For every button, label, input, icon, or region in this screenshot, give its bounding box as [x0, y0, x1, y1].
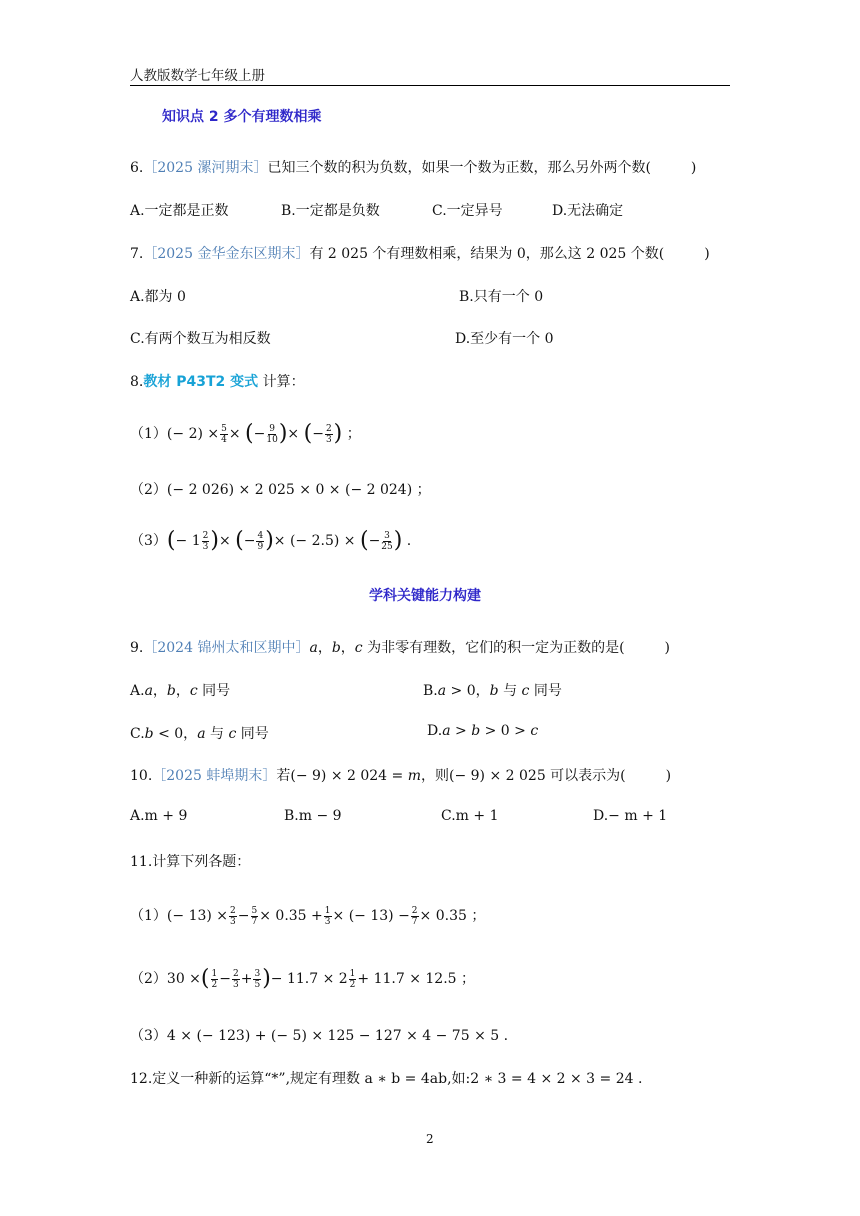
option-d: D.无法确定	[552, 203, 624, 219]
question-text: 定义一种新的运算“*”,规定有理数	[152, 1071, 365, 1087]
question-number: 11.	[130, 854, 153, 870]
option-d: D.− m + 1	[593, 808, 668, 824]
answer-paren-close: )	[664, 640, 671, 656]
section-title: 学科关键能力构建	[369, 588, 481, 604]
question-number: 8.	[130, 374, 144, 390]
option-a: A.一定都是正数	[130, 203, 229, 219]
option-d: D.至少有一个 0	[455, 331, 554, 347]
q11-item-1: （1）(− 13) × $\frac{2}{3}$ − $\frac{5}{7}$ × 0.35 + $\frac{1}{3}$ × (− 13) − $\frac{2}{7}$ × 0.35 ；	[130, 905, 486, 927]
option-d: D.a > b > 0 > c	[427, 723, 539, 739]
page-number: 2	[426, 1132, 434, 1146]
option-b: B.一定都是负数	[281, 203, 380, 219]
question-11	[130, 851, 250, 871]
q11-item-3: （3）4 × (− 123) + (− 5) × 125 − 127 × 4 − 75 × 5 .	[130, 1028, 509, 1044]
question-text: 为非零有理数，它们的积一定为正数的是(	[367, 640, 625, 656]
q11-item-2: （2）30 ×( $\frac{1}{2}$ − $\frac{2}{3}$ + $\frac{3}{5}$ )− 11.7 × 2 $\frac{1}{2}$ + 11.7 × 12.5 ；	[130, 966, 476, 991]
question-source: ［2025 漯河期末］	[143, 160, 268, 176]
question-number: 6.	[130, 160, 144, 176]
section-title: 知识点 2 多个有理数相乘	[162, 109, 322, 125]
option-a: A.m + 9	[130, 808, 188, 824]
question-text: 计算：	[258, 374, 305, 390]
option-b: B.a > 0，b 与 c 同号	[423, 683, 562, 699]
question-12: 12.定义一种新的运算“*”,规定有理数 a ∗ b = 4ab,如:2 ∗ 3 = 4 × 2 × 3 = 24 .	[130, 1071, 643, 1087]
question-number: 10.	[130, 768, 153, 784]
question-number: 9.	[130, 640, 144, 656]
question-8	[130, 371, 305, 391]
textbook-tag: 教材 P43T2 变式	[143, 374, 259, 390]
header-rule	[130, 85, 730, 86]
option-c: C.有两个数互为相反数	[130, 331, 271, 347]
option-a: A.a，b，c 同号	[130, 683, 231, 699]
q8-item-1: （1）(− 2) × $\frac{5}{4}$ × (− $\frac{9}{10}$ )× (− $\frac{2}{3}$ ) ；	[130, 421, 361, 446]
question-text: 可以表示为(	[545, 768, 626, 784]
question-source: ［2025 金华金东区期末］	[143, 246, 310, 262]
option-c: C.m + 1	[441, 808, 499, 824]
answer-paren-close: )	[690, 160, 697, 176]
question-number: 12.	[130, 1071, 153, 1087]
question-number: 7.	[130, 246, 144, 262]
question-text: 有 2 025 个有理数相乘，结果为 0，那么这 2 025 个数(	[309, 246, 665, 262]
answer-paren-close: )	[665, 768, 672, 784]
q8-item-2: （2）(− 2 026) × 2 025 × 0 × (− 2 024) ；	[130, 482, 431, 498]
page-header: 人教版数学七年级上册	[130, 68, 265, 84]
answer-paren-close: )	[704, 246, 710, 262]
question-source: ［2024 锦州太和区期中］	[143, 640, 310, 656]
question-source: ［2025 蚌埠期末］	[152, 768, 277, 784]
question-7	[130, 243, 710, 263]
question-text: 已知三个数的积为负数，如果一个数为正数，那么另外两个数(	[267, 160, 651, 176]
option-c: C.一定异号	[432, 203, 503, 219]
option-b: B.m − 9	[284, 808, 342, 824]
question-10: 10.［2025 蚌埠期末］若(− 9) × 2 024 = m，则(− 9) × 2 025 可以表示为( )	[130, 768, 672, 784]
q8-item-3: （3）(− 1 $\frac{2}{3}$ )× (− $\frac{4}{9}$ )× (− 2.5) × (− $\frac{3}{25}$ ) .	[130, 528, 412, 553]
question-6	[130, 157, 696, 177]
question-9: 9.［2024 锦州太和区期中］a，b，c 为非零有理数，它们的积一定为正数的是( )	[130, 640, 671, 656]
option-b: B.只有一个 0	[459, 289, 544, 305]
option-a: A.都为 0	[130, 289, 186, 305]
question-text: 计算下列各题：	[152, 854, 251, 870]
option-c: C.b < 0，a 与 c 同号	[130, 726, 269, 742]
